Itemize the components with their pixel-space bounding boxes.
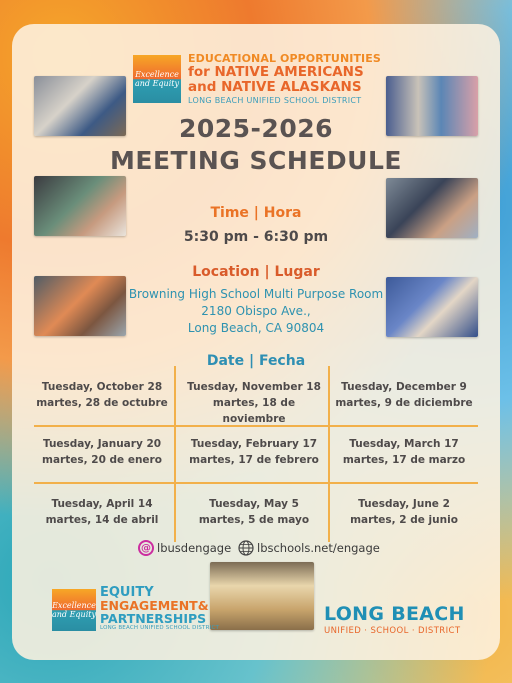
date-es: martes, 14 de abril [45,514,159,526]
eep-line-2: ENGAGEMENT& [100,598,209,613]
excellence-equity-logo-footer [52,589,96,631]
date-en: Tuesday, May 5 [209,498,299,510]
date-es: martes, 28 de octubre [36,397,168,409]
excellence-equity-logo [133,55,181,103]
date-cell [330,436,478,468]
date-cell [180,379,328,427]
date-en: Tuesday, June 2 [358,498,450,510]
eep-district: LONG BEACH UNIFIED SCHOOL DISTRICT [100,625,220,631]
date-es: martes, 2 de junio [350,514,458,526]
eep-line-3: PARTNERSHIPS [100,611,207,626]
time-heading: Time | Hora [210,205,302,221]
meeting-schedule-title: MEETING SCHEDULE [110,146,402,175]
lb-wordmark: LONG BEACH [324,603,465,625]
social-handle[interactable] [138,540,231,556]
header-line-3: and NATIVE ALASKANS [188,79,362,95]
date-es: martes, 17 de febrero [189,454,319,466]
photo-woven-basket [210,562,314,630]
date-es: martes, 17 de marzo [342,454,466,466]
date-es: martes, 20 de enero [42,454,162,466]
date-en: Tuesday, December 9 [341,381,467,393]
date-en: Tuesday, January 20 [42,438,162,450]
logo-text-excellence: Excellence [52,601,96,610]
lb-subtitle: UNIFIED · SCHOOL · DISTRICT [324,626,461,636]
date-en: Tuesday, April 14 [51,498,153,510]
header-line-1: EDUCATIONAL OPPORTUNITIES [188,52,381,65]
long-beach-logo [324,603,465,636]
date-cell [180,436,328,468]
date-cell [330,379,478,411]
logo-text-equity: and Equity [52,610,96,619]
date-en: Tuesday, February 17 [190,438,318,450]
date-cell [28,496,176,528]
at-sign-icon: @ [138,540,154,556]
location-street: 2180 Obispo Ave., [201,304,311,318]
program-header [188,52,388,105]
social-handle-text: lbusdengage [157,541,232,555]
date-es: martes, 9 de diciembre [335,397,473,409]
date-cell [28,436,176,468]
date-cell [28,379,176,411]
website-link[interactable] [238,540,380,556]
location-heading: Location | Lugar [192,264,320,280]
time-value: 5:30 pm - 6:30 pm [183,229,329,245]
eep-line-1: EQUITY [100,585,154,600]
header-line-2: for NATIVE AMERICANS [188,64,364,80]
date-cell [330,496,478,528]
header-district: LONG BEACH UNIFIED SCHOOL DISTRICT [188,96,362,105]
date-es: martes, 5 de mayo [198,514,310,526]
date-en: Tuesday, March 17 [349,438,459,450]
globe-icon [238,540,254,556]
logo-text-excellence: Excellence [135,70,179,79]
date-heading: Date | Fecha [206,353,306,369]
school-year-title: 2025-2026 [178,114,334,143]
eep-logo [100,586,219,631]
date-cell [180,496,328,528]
logo-text-equity: and Equity [135,79,179,88]
website-text: lbschools.net/engage [257,541,380,555]
grid-divider [34,482,478,484]
location-venue: Browning High School Multi Purpose Room [128,287,384,301]
dates-grid [34,366,478,542]
date-en: Tuesday, November 18 [187,381,321,393]
location-city: Long Beach, CA 90804 [187,321,325,335]
date-en: Tuesday, October 28 [41,381,163,393]
date-es: martes, 18 de noviembre [212,397,296,425]
